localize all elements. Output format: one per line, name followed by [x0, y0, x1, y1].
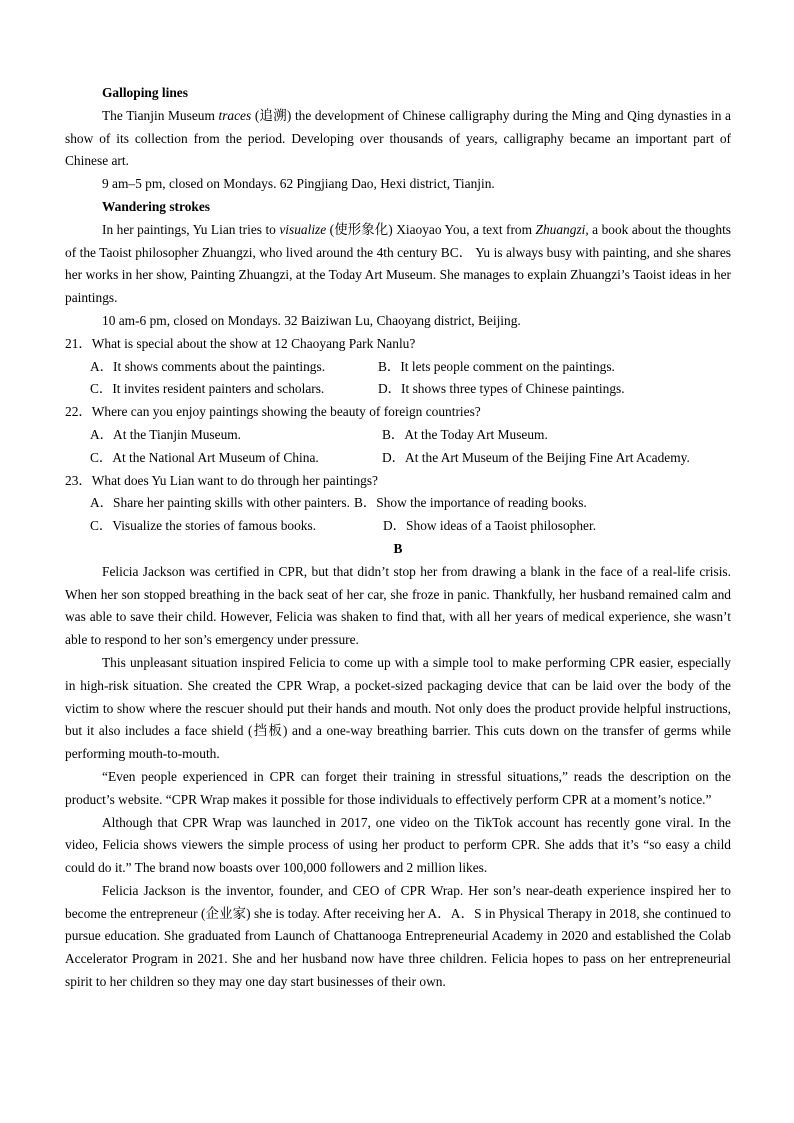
- italic-term: Zhuangzi: [535, 221, 586, 237]
- option: C．It invites resident painters and scholars.: [90, 381, 325, 397]
- section-b-label: B: [393, 540, 403, 556]
- option: D．It shows three types of Chinese paintings.: [378, 381, 625, 397]
- yu-lian-paragraph: [65, 219, 731, 310]
- option: C．Visualize the stories of famous books.: [90, 518, 317, 534]
- tianjin-paragraph: [65, 105, 731, 173]
- question-stem: 23．What does Yu Lian want to do through her paintings?: [65, 472, 379, 488]
- passage-paragraph: This unpleasant situation inspired Felicia to come up with a simple tool to make performing CPR easier, especially in high-risk situation. She created the CPR Wrap, a pocket-sized packaging device that can be laid over the body of the victim to show where the rescuer should put their hands and mouth. Not only does the product provide helpful instructions, but it also includes a face shield (挡板) and a one-way breathing barrier. This cuts down on the transfer of germs while performing mouth-to-mouth.: [65, 654, 731, 762]
- text-run: The Tianjin Museum: [102, 107, 219, 123]
- today-museum-info: 10 am-6 pm, closed on Mondays. 32 Baiziwan Lu, Chaoyang district, Beijing.: [102, 312, 521, 328]
- option: D．At the Art Museum of the Beijing Fine Art Academy.: [382, 449, 690, 465]
- option-row: [65, 424, 731, 447]
- option-row: [65, 515, 731, 538]
- option: B．It lets people comment on the paintings.: [378, 358, 615, 374]
- option: D．Show ideas of a Taoist philosopher.: [383, 518, 597, 534]
- heading-galloping-lines: Galloping lines: [102, 85, 188, 100]
- option-row: [65, 447, 731, 470]
- option: C．At the National Art Museum of China.: [90, 449, 319, 465]
- option: A．Share her painting skills with other painters.: [90, 495, 350, 511]
- text-run: , a book about the thoughts of the Taoist philosopher Zhuangzi, who lived around the 4th century BC． Yu is always busy with painting, and she shares her works in her show, Painting Zhuangzi, at the Today Art Museum. She manages to explain Zhuangzi’s Taoist ideas in her paintings.: [65, 221, 731, 306]
- option: B．Show the importance of reading books.: [353, 495, 587, 511]
- text-run: In her paintings, Yu Lian tries to: [102, 221, 280, 237]
- italic-term: traces: [218, 107, 252, 123]
- option-row: [65, 492, 731, 515]
- option-row: [65, 356, 731, 379]
- text-run: (追溯) the development of Chinese calligraphy during the Ming and Qing dynasties in a show of its collection from the period. Developing over thousands of years, calligraphy became an important part of Chinese art.: [65, 107, 731, 169]
- passage-paragraph: Although that CPR Wrap was launched in 2017, one video on the TikTok account has recently gone viral. In the video, Felicia shows viewers the simple process of using her product to perform CPR. She adds that it’s “so easy a child could do it.” The brand now boasts over 100,000 followers and 2 million likes.: [65, 814, 731, 876]
- passage-paragraph: “Even people experienced in CPR can forget their training in stressful situations,” reads the description on the product’s website. “CPR Wrap makes it possible for those individuals to effectively perform CPR at a moment’s notice.”: [65, 768, 731, 807]
- option: B．At the Today Art Museum.: [382, 426, 548, 442]
- heading-wandering-strokes: Wandering strokes: [102, 198, 211, 214]
- italic-term: visualize: [279, 221, 327, 237]
- passage-paragraph: Felicia Jackson is the inventor, founder, and CEO of CPR Wrap. Her son’s near-death experience inspired her to become the entrepreneur (企业家) she is today. After receiving her A．A．S in Physical Therapy in 2018, she continued to pursue education. She graduated from Launch of Chattanooga Entrepreneurial Academy in 2020 and established the Colab Accelerator Program in 2021. She and her husband now have three children. Felicia hopes to pass on her entrepreneurial spirit to her children so they may one day start businesses of their own.: [65, 882, 731, 990]
- passage-paragraph: Felicia Jackson was certified in CPR, but that didn’t stop her from drawing a blank in the face of a real-life crisis. When her son stopped breathing in the back seat of her car, she froze in panic. Thankfully, her husband remained calm and was able to save their child. However, Felicia was shaken to find that, with all her years of medical experience, she wasn’t able to respond to her son’s emergency under pressure.: [65, 563, 731, 648]
- tianjin-info: 9 am–5 pm, closed on Mondays. 62 Pingjiang Dao, Hexi district, Tianjin.: [102, 176, 495, 192]
- question-stem: 22．Where can you enjoy paintings showing the beauty of foreign countries?: [65, 404, 481, 420]
- option: A．At the Tianjin Museum.: [90, 426, 242, 442]
- option: A．It shows comments about the paintings.: [90, 358, 326, 374]
- text-run: (使形象化) Xiaoyao You, a text from: [326, 221, 536, 237]
- option-row: [65, 378, 731, 401]
- document-page: [65, 82, 731, 994]
- question-stem: 21．What is special about the show at 12 Chaoyang Park Nanlu?: [65, 335, 416, 351]
